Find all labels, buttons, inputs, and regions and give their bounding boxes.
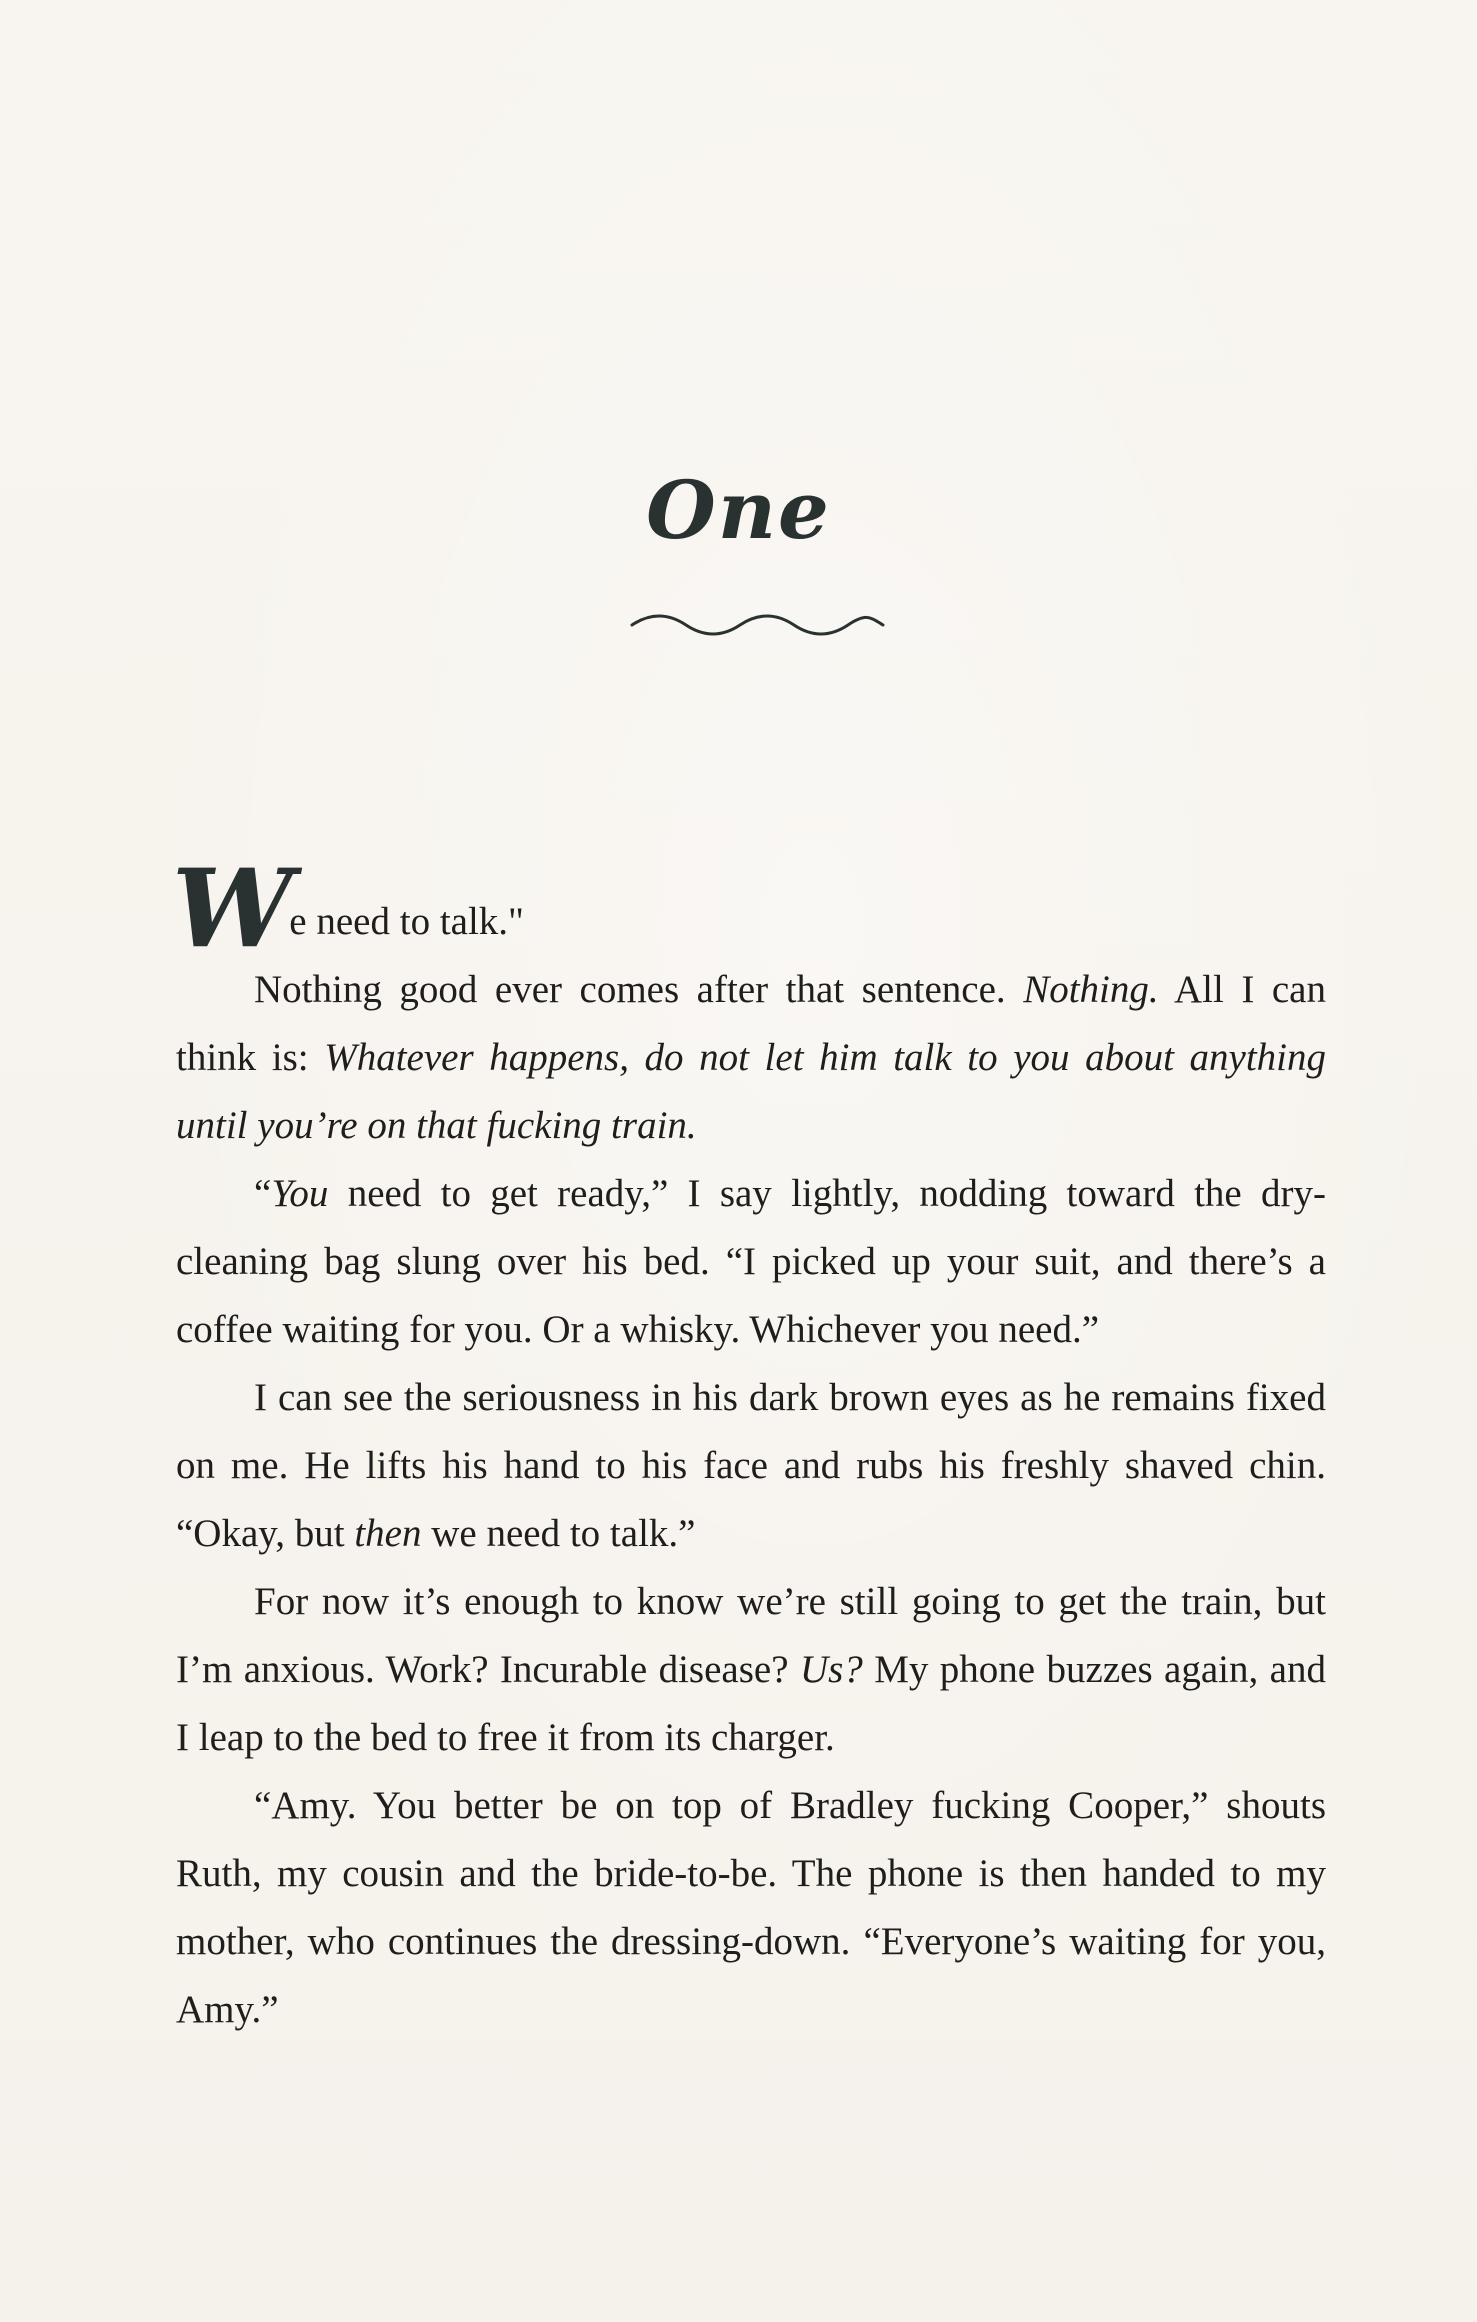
paragraph-4-text-c: we need to talk.” — [421, 1512, 696, 1555]
paragraph-4-emphasis-then: then — [354, 1512, 422, 1555]
paragraph-2-emphasis-thought: Whatever happens, do not let him talk to you about anything until you’re on that fucking train. — [176, 1036, 1326, 1147]
chapter-title: One — [646, 463, 831, 557]
paragraph-3-text: need to get ready,” I say lightly, nodding toward the dry-cleaning bag slung over his bed. “I picked up your suit, and there’s a coffee waiting for you. Or a whisky. Whichever you need.” — [176, 1172, 1326, 1351]
paragraph-1 — [172, 846, 1326, 972]
paragraph-2-text-a: Nothing good ever comes after that sentence. — [254, 968, 1024, 1011]
paragraph-4 — [176, 1364, 1326, 1568]
paragraph-2-text-c: All I can think is: — [176, 968, 1326, 1079]
paragraph-4-text-a: I can see the seriousness in his dark brown eyes as he remains fixed on me. He lifts his hand to his face and rubs his freshly shaved chin. “Okay, but — [176, 1376, 1326, 1555]
paragraph-5-text-a: For now it’s enough to know we’re still going to get the train, but I’m anxious. Work? Incurable disease? — [176, 1580, 1326, 1691]
paragraph-3-open-quote: “ — [254, 1172, 272, 1215]
paragraph-6-text: “Amy. You better be on top of Bradley fucking Cooper,” shouts Ruth, my cousin and the bride-to-be. The phone is then handed to my mother, who continues the dressing-down. “Everyone’s waiting for you, Amy.” — [176, 1784, 1326, 2031]
paragraph-3 — [176, 1160, 1326, 1364]
paragraph-5 — [176, 1568, 1326, 1772]
paragraph-2 — [176, 956, 1326, 1160]
paragraph-6 — [176, 1772, 1326, 2044]
paragraph-5-emphasis-us: Us? — [799, 1648, 863, 1691]
paragraph-3-emphasis-you: You — [271, 1172, 329, 1215]
wave-ornament-icon — [630, 605, 885, 645]
paragraph-1-text: e need to talk." — [289, 900, 524, 943]
paragraph-5-text-c: My phone buzzes again, and I leap to the bed to free it from its charger. — [176, 1648, 1326, 1759]
paragraph-2-emphasis-nothing: Nothing. — [1023, 968, 1159, 1011]
chapter-body — [172, 846, 1326, 2044]
drop-cap: W — [172, 846, 288, 972]
